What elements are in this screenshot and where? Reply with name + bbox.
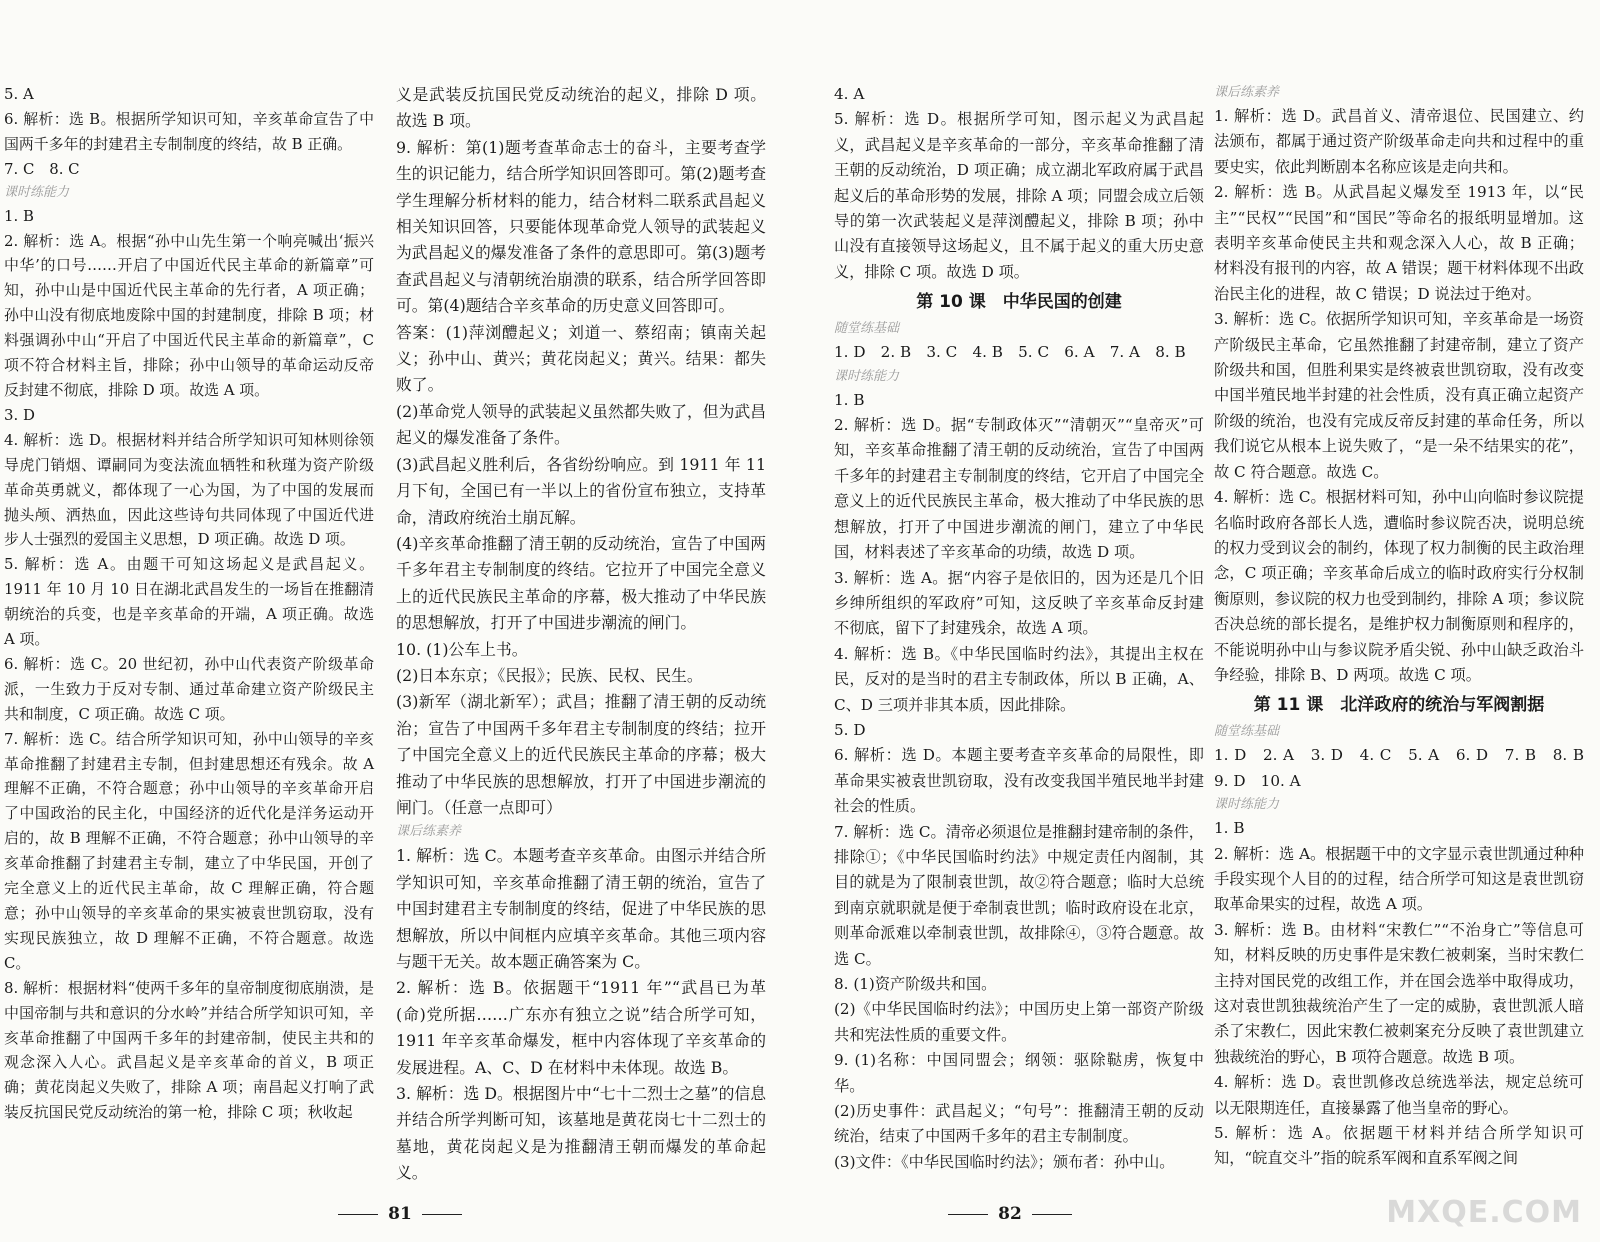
lesson-title: 第 11 课 北洋政府的统治与军阀割据 bbox=[1253, 695, 1545, 716]
answer-item: 6. 解析：选 C。20 世纪初，孙中山代表资产阶级革命派，一生致力于反对专制、通过革命建立资产阶级民主共和制度，C 项正确。故选 C 项。 bbox=[4, 654, 374, 723]
answer-item: 7. C 8. C bbox=[4, 159, 80, 178]
answer-item: 1. 解析：选 D。武昌首义、清帝退位、民国建立、约法颁布，都属于通过资产阶级革命走向共和过程中的重要史实，依此判断剧本名称应该是走向共和。 bbox=[1214, 107, 1584, 176]
right-page-column-1 bbox=[834, 82, 1204, 1175]
answer-item: (2)革命党人领导的武装起义虽然都失败了，但为武昌起义的爆发准备了条件。 bbox=[396, 401, 766, 448]
lesson-title: 第 10 课 中华民国的创建 bbox=[916, 292, 1122, 313]
section-label: 课后练素养 bbox=[1214, 85, 1280, 100]
answer-item: 3. D bbox=[4, 405, 35, 424]
answer-item: 1. D 2. A 3. D 4. C 5. A 6. D 7. B 8. B 9. D 10. A bbox=[1214, 746, 1600, 790]
right-page bbox=[800, 0, 1600, 1242]
answer-item: 义是武装反抗国民党反动统治的起义，排除 D 项。故选 B 项。 bbox=[396, 85, 766, 131]
answer-item: 1. B bbox=[4, 206, 34, 225]
answer-item: 1. D 2. B 3. C 4. B 5. C 6. A 7. A 8. B bbox=[834, 343, 1186, 362]
answer-item: 5. 解析：选 A。依据题干材料并结合所学知识可知，“皖直交斗”指的皖系军阀和直系军阀之间 bbox=[1214, 1124, 1584, 1168]
answer-item: 2. 解析：选 B。依据题干“1911 年”“武昌已为革(命)党所据……广东亦有独立之说”结合所学可知，1911 年辛亥革命爆发，框中内容体现了辛亥革命的发展进程。A、C、D 在材料中未体现。故选 B。 bbox=[396, 978, 766, 1077]
page-number-81 bbox=[0, 1204, 800, 1224]
page-number-label: 82 bbox=[998, 1204, 1022, 1224]
answer-item: 5. D bbox=[834, 720, 866, 739]
answer-item: 6. 解析：选 D。本题主要考查辛亥革命的局限性，即革命果实被袁世凯窃取，没有改变我国半殖民地半封建社会的性质。 bbox=[834, 746, 1204, 816]
answer-item: (3)武昌起义胜利后，各省纷纷响应。到 1911 年 11 月下旬，全国已有一半以上的省份宣布独立，支持革命，清政府统治土崩瓦解。 bbox=[396, 454, 766, 527]
section-label: 课后练素养 bbox=[396, 824, 462, 840]
answer-item: 5. 解析：选 D。根据所学可知，图示起义为武昌起义，武昌起义是辛亥革命的一部分，辛亥革命推翻了清王朝的反动统治，D 项正确；成立湖北军政府属于武昌起义后的革命形势的发展，排除 A 项；同盟会成立后领导的第一次武装起义是萍浏醴起义，排除 B 项；孙中山没有直接领导这场起义，且不属于起义的重大历史意义，排除 C 项。故选 D 项。 bbox=[834, 110, 1204, 281]
answer-item: 3. 解析：选 B。由材料“宋教仁”“不治身亡”等信息可知，材料反映的历史事件是宋教仁被刺案，当时宋教仁主持对国民党的改组工作，并在国会选举中取得成功，这对袁世凯独裁统治产生了一定的威胁，袁世凯派人暗杀了宋教仁，因此宋教仁被刺案充分反映了袁世凯建立独裁统治的野心，B 项符合题意。故选 B 项。 bbox=[1214, 920, 1584, 1066]
answer-item: 3. 解析：选 A。据“内容子是依旧的，因为还是几个旧乡绅所组织的军政府”可知，这反映了辛亥革命反封建不彻底，留下了封建残余，故选 A 项。 bbox=[834, 568, 1204, 638]
answer-item: (3)文件：《中华民国临时约法》；颁布者：孙中山。 bbox=[834, 1152, 1175, 1171]
answer-item: 6. 解析：选 B。根据所学知识可知，辛亥革命宣告了中国两千多年的封建君主专制制度的终结，故 B 正确。 bbox=[4, 109, 374, 153]
page-number-82 bbox=[800, 1204, 1220, 1224]
answer-item: 2. 解析：选 D。据“专制政体灭”“清朝灭”“皇帝灭”可知，辛亥革命推翻了清王朝的反动统治，宣告了中国两千多年的封建君主专制制度的终结，它开启了中国完全意义上的近代民族民主革命，极大推动了中华民族的思想解放，打开了中国进步潮流的闸门，建立了中华民国，材料表述了辛亥革命的功绩，故选 D 项。 bbox=[834, 416, 1204, 562]
answer-item: 7. 解析：选 C。结合所学知识可知，孙中山领导的辛亥革命推翻了封建君主专制，但封建思想还有残余。故 A 理解不正确，不符合题意；孙中山领导的辛亥革命开启了中国政治的民主化，中国经济的近代化是洋务运动开启的，故 B 理解不正确，不符合题意；孙中山领导的辛亥革命推翻了封建君主专制，建立了中华民国，开创了完全意义上的近代民主革命，故 C 理解正确，符合题意；孙中山领导的辛亥革命的果实被袁世凯窃取，没有实现民族独立，故 D 理解不正确，不符合题意。故选 C。 bbox=[4, 729, 374, 972]
answer-item: 4. 解析：选 C。根据材料可知，孙中山向临时参议院提名临时政府各部长人选，遭临时参议院否决，说明总统的权力受到议会的制约，体现了权力制衡的民主政治理念，C 项正确；辛亥革命后成立的临时政府实行分权制衡原则，参议院的权力也受到制约，排除 A 项；参议院否决总统的部长提名，是维护权力制衡原则和程序的，不能说明孙中山与参议院矛盾尖锐、孙中山缺乏政治斗争经验，排除 B、D 两项。故选 C 项。 bbox=[1214, 488, 1584, 684]
watermark: MXQE.COM bbox=[1386, 1195, 1582, 1230]
section-label: 随堂练基础 bbox=[834, 321, 900, 337]
answer-item: 2. 解析：选 B。从武昌起义爆发至 1913 年，以“民主”“民权”“民国”和“国民”等命名的报纸明显增加。这表明辛亥革命使民主共和观念深入人心，故 B 正确；材料没有报刊的内容，故 A 错误；题干材料体现不出政治民主化的进程，故 C 错误；D 说法过于绝对。 bbox=[1214, 183, 1584, 303]
answer-item: 8. 解析：根据材料“使两千多年的皇帝制度彻底崩溃，是中国帝制与共和意识的分水岭”并结合所学知识可知，辛亥革命推翻了中国两千多年的封建帝制，使民主共和的观念深入人心。武昌起义是辛亥革命的首义，B 项正确；黄花岗起义失败了，排除 A 项；南昌起义打响了武装反抗国民党反动统治的第一枪，排除 C 项；秋收起 bbox=[4, 978, 374, 1122]
answer-item: 8. (1)资产阶级共和国。 bbox=[834, 975, 997, 993]
answer-item: 2. 解析：选 A。根据“孙中山先生第一个响亮喊出‘振兴中华’的口号……开启了中国近代民主革命的新篇章”可知，孙中山是中国近代民主革命的先行者，A 项正确；孙中山没有彻底地废除中国的封建制度，排除 B 项；材料强调孙中山“开启了中国近代民主革命的新篇章”，C 项不符合材料主旨，排除；孙中山领导的革命运动反帝反封建不彻底，排除 D 项。故选 A 项。 bbox=[4, 231, 374, 399]
answer-item: 9. (1)名称：中国同盟会；纲领：驱除鞑虏，恢复中华。 bbox=[834, 1051, 1204, 1095]
section-label: 课时练能力 bbox=[4, 184, 70, 200]
answer-item: (4)辛亥革命推翻了清王朝的反动统治，宣告了中国两千多年君主专制制度的终结。它拉开了中国完全意义上的近代民族民主革命的序幕，极大推动了中华民族的思想解放，打开了中国进步潮流的闸门。 bbox=[396, 533, 766, 633]
answer-item: 4. 解析：选 B。《中华民国临时约法》，其提出主权在民，反对的是当时的君主专制政体，所以 B 正确，A、C、D 三项并非其本质，因此排除。 bbox=[834, 644, 1204, 714]
answer-item: (2)历史事件：武昌起义；“句号”：推翻清王朝的反动统治，结束了中国两千多年的君主专制制度。 bbox=[834, 1102, 1204, 1146]
answer-item: 4. A bbox=[834, 85, 865, 103]
right-page-column-2 bbox=[1214, 82, 1600, 1172]
answer-item: 3. 解析：选 C。依据所学知识可知，辛亥革命是一场资产阶级民主革命，它虽然推翻了封建帝制，建立了资产阶级共和国，但胜利果实是终被袁世凯窃取，没有改变中国半殖民地半封建的社会性质，没有真正确立起资产阶级的统治，也没有完成反帝反封建的革命任务，所以我们说它从根本上说失败了，“是一朵不结果实的花”，故 C 符合题意。故选 C。 bbox=[1214, 310, 1584, 481]
answer-item: 5. A bbox=[4, 85, 34, 103]
answer-item: 1. B bbox=[834, 390, 865, 409]
answer-item: 7. 解析：选 C。清帝必须退位是推翻封建帝制的条件，排除①；《中华民国临时约法》中规定责任内阁制，其目的就是为了限制袁世凯，故②符合题意；临时大总统到南京就职就是便于牵制袁世凯；临时政府设在北京，则革命派难以牵制袁世凯，故排除④，③符合题意。故选 C。 bbox=[834, 822, 1204, 968]
answer-item: 答案：(1)萍浏醴起义；刘道一、蔡绍南；镇南关起义；孙中山、黄兴；黄花岗起义；黄兴。结果：都失败了。 bbox=[396, 322, 766, 395]
answer-item: 5. 解析：选 A。由题干可知这场起义是武昌起义。1911 年 10 月 10 日在湖北武昌发生的一场旨在推翻清朝统治的兵变，也是辛亥革命的开端，A 项正确。故选 A 项。 bbox=[4, 555, 374, 649]
answer-item: 10. (1)公车上书。 bbox=[396, 639, 528, 659]
left-page-column-2 bbox=[396, 82, 766, 1187]
answer-item: 4. 解析：选 D。根据材料并结合所学知识可知林则徐领导虎门销烟、谭嗣同为变法流血牺牲和秋瑾为资产阶级革命英勇就义，都体现了一心为国，为了中国的发展而抛头颅、洒热血，因此这些诗句共同体现了中国近代进步人士强烈的爱国主义思想，D 项正确。故选 D 项。 bbox=[4, 430, 374, 549]
answer-item: 3. 解析：选 D。根据图片中“七十二烈士之墓”的信息并结合所学判断可知，该墓地是黄花岗七十二烈士的墓地，黄花岗起义是为推翻清王朝而爆发的革命起义。 bbox=[396, 1084, 766, 1183]
section-label: 随堂练基础 bbox=[1214, 724, 1280, 740]
answer-item: 1. 解析：选 C。本题考查辛亥革命。由图示并结合所学知识可知，辛亥革命推翻了清王朝的统治，宣告了中国封建君主专制制度的终结，促进了中华民族的思想解放，所以中间框内应填辛亥革命。其他三项内容与题干无关。故本题正确答案为 C。 bbox=[396, 846, 766, 971]
section-label: 课时练能力 bbox=[1214, 797, 1280, 813]
section-label: 课时练能力 bbox=[834, 368, 900, 384]
answer-item: 9. 解析：第(1)题考查革命志士的奋斗，主要考查学生的识记能力，结合所学知识回答即可。第(2)题考查学生理解分析材料的能力，结合材料二联系武昌起义相关知识回答，只要能体现革命党人领导的武装起义为武昌起义的爆发准备了条件的意思即可。第(3)题考查武昌起义与清朝统治崩溃的联系，结合所学回答即可。第(4)题结合辛亥革命的历史意义回答即可。 bbox=[396, 137, 766, 316]
page-number-label: 81 bbox=[388, 1204, 412, 1224]
answer-item: (2)日本东京；《民报》；民族、民权、民生。 bbox=[396, 665, 703, 685]
answer-item: 4. 解析：选 D。袁世凯修改总统选举法，规定总统可以无限期连任，直接暴露了他当皇帝的野心。 bbox=[1214, 1073, 1584, 1117]
left-page-column-1 bbox=[4, 82, 374, 1125]
answer-item: (2)《中华民国临时约法》；中国历史上第一部资产阶级共和宪法性质的重要文件。 bbox=[834, 1000, 1204, 1044]
answer-item: 2. 解析：选 A。根据题干中的文字显示袁世凯通过种种手段实现个人目的的过程，结合所学可知这是袁世凯窃取革命果实的过程，故选 A 项。 bbox=[1214, 844, 1584, 914]
answer-item: (3)新军（湖北新军）；武昌；推翻了清王朝的反动统治；宣告了中国两千多年君主专制制度的终结；拉开了中国完全意义上的近代民族民主革命的序幕；极大推动了中华民族的思想解放，打开了中国进步潮流的闸门。（任意一点即可） bbox=[396, 692, 766, 817]
answer-item: 1. B bbox=[1214, 819, 1245, 838]
